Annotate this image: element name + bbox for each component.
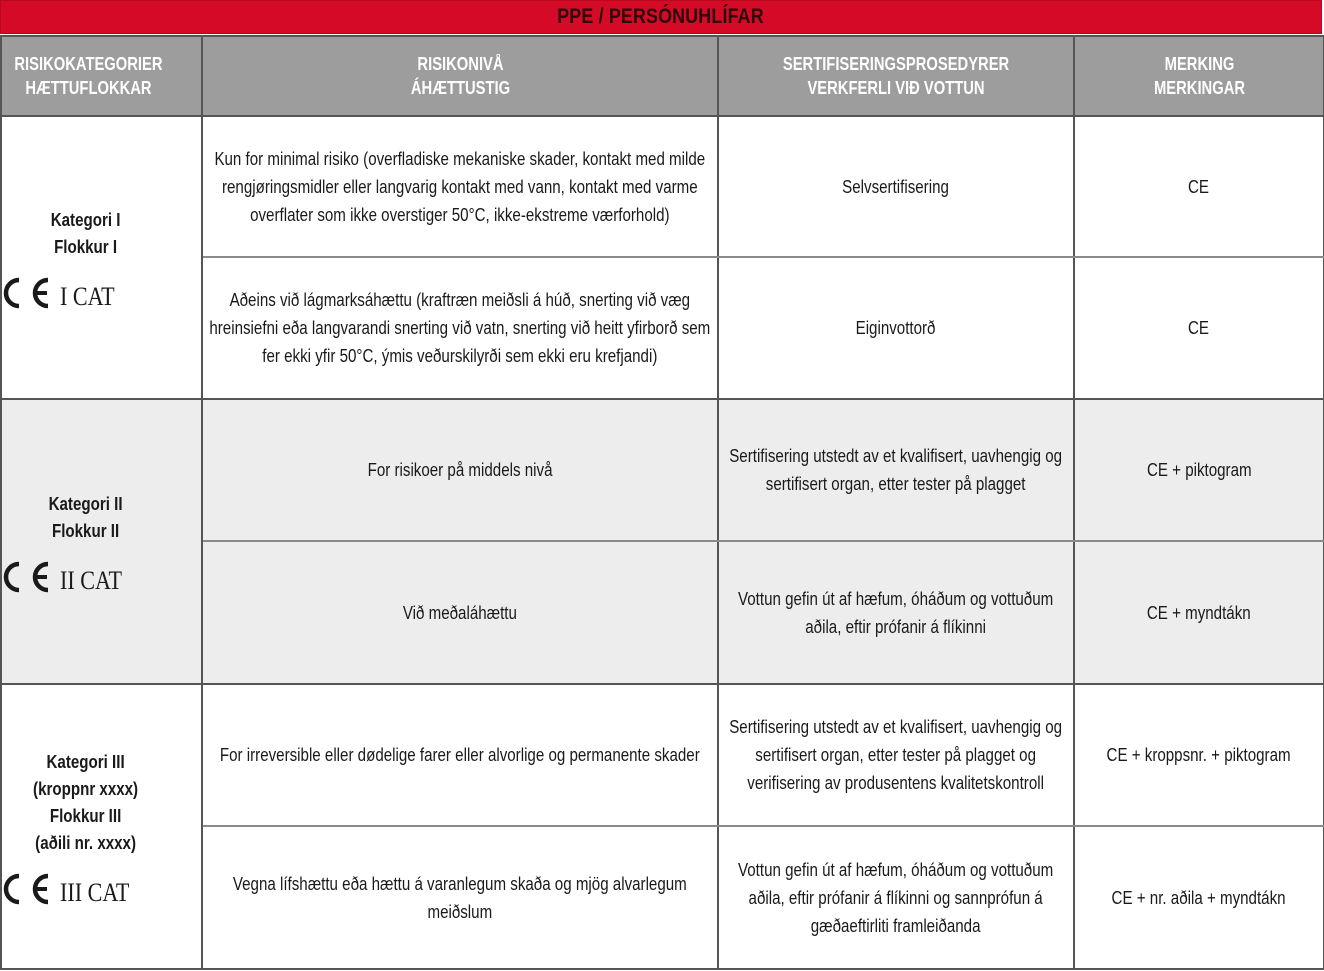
category-cell-1 (1, 116, 202, 399)
risk-level-cell (202, 399, 718, 541)
header-risk-category (1, 36, 202, 116)
procedure-text: Sertifisering utstedt av et kvalifisert, uavhengig og sertifisert organ, etter tester på plagget og verifisering av produsentens kvalitetskontroll (729, 717, 1063, 793)
marking-text: CE + piktogram (1146, 460, 1252, 480)
table-row (1, 116, 1324, 257)
category-label: Flokkur II (51, 520, 120, 541)
header-certification-procedure (718, 36, 1074, 116)
header-marking (1074, 36, 1324, 116)
risk-text: Vegna lífshættu eða hættu á varanlegum skaða og mjög alvarlegum meiðslum (233, 873, 687, 922)
risk-level-cell (202, 541, 718, 684)
procedure-cell (718, 826, 1074, 969)
procedure-cell (718, 684, 1074, 826)
header-line: HÆTTUFLOKKAR (24, 78, 152, 98)
category-label: Kategori I (50, 209, 121, 230)
ce-mark (2, 269, 201, 309)
marking-text: CE + kroppsnr. + piktogram (1106, 745, 1292, 765)
category-cell-2 (1, 399, 202, 684)
procedure-cell (718, 541, 1074, 684)
procedure-text: Selvsertifisering (842, 176, 950, 197)
marking-cell (1074, 541, 1324, 684)
cat-label: I CAT (60, 281, 115, 311)
category-label: (kroppnr xxxx) (33, 778, 139, 799)
risk-text: Aðeins við lágmarksáhættu (kraftræn meiðsli á húð, snerting við væg hreinsiefni eða langvarandi snerting við vatn, snerting við heitt yfirborð sem fer ekki yfir 50°C, ýmis veðurskilyrði sem ekki eru krefjandi) (209, 290, 711, 366)
risk-text: Kun for minimal risiko (overfladiske mekaniske skader, kontakt med milde rengjøringsmidler eller langvarig kontakt med vann, kontakt med varme overflater som ikke overstiger 50°C, ikke-ekstreme værforhold) (214, 148, 706, 225)
category-label: Kategori II (48, 493, 123, 514)
ce-mark-icon (2, 561, 54, 593)
header-row (1, 36, 1324, 116)
ce-mark (2, 865, 201, 905)
procedure-text: Sertifisering utstedt av et kvalifisert, uavhengig og sertifisert organ, etter tester på plagget (729, 446, 1063, 494)
marking-cell (1074, 257, 1324, 399)
procedure-cell (718, 116, 1074, 257)
marking-text: CE (1188, 318, 1210, 338)
marking-text: CE + myndtákn (1147, 602, 1251, 623)
header-line: ÁHÆTTUSTIG (410, 78, 510, 98)
risk-text: For risikoer på middels nivå (367, 460, 553, 480)
category-label: Flokkur I (54, 236, 118, 257)
marking-text: CE + nr. aðila + myndtákn (1112, 887, 1286, 908)
risk-level-cell (202, 257, 718, 399)
cat-label: III CAT (60, 877, 130, 907)
marking-cell (1074, 399, 1324, 541)
table-row (1, 684, 1324, 826)
header-line: RISIKONIVÅ (416, 54, 504, 74)
risk-text: Við meðaláhættu (402, 602, 518, 623)
header-line: VERKFERLI VIÐ VOTTUN (807, 78, 985, 98)
procedure-text: Vottun gefin út af hæfum, óháðum og vottuðum aðila, eftir prófanir á flíkinni og sannprófun á gæðaeftirliti framleiðanda (738, 859, 1054, 936)
category-label: Flokkur III (49, 805, 122, 826)
category-cell-3 (1, 684, 202, 969)
risk-level-cell (202, 684, 718, 826)
risk-level-cell (202, 116, 718, 257)
ppe-category-table (0, 35, 1324, 970)
table-row (1, 399, 1324, 541)
marking-cell (1074, 826, 1324, 969)
risk-level-cell (202, 826, 718, 969)
procedure-cell (718, 257, 1074, 399)
category-label: Kategori III (46, 751, 125, 772)
ce-mark-icon (2, 277, 54, 309)
header-line: SERTIFISERINGSPROSEDYRER (782, 54, 1010, 74)
header-line: RISIKOKATEGORIER (14, 54, 163, 74)
risk-text: For irreversible eller dødelige farer eller alvorlige og permanente skader (220, 745, 700, 765)
procedure-text: Vottun gefin út af hæfum, óháðum og vottuðum aðila, eftir prófanir á flíkinni (738, 588, 1054, 637)
procedure-text: Eiginvottorð (856, 318, 936, 338)
ce-mark-icon (2, 873, 54, 905)
marking-text: CE (1188, 176, 1210, 197)
title-bar (0, 0, 1322, 34)
marking-cell (1074, 684, 1324, 826)
ce-mark (2, 553, 201, 593)
category-label: (aðili nr. xxxx) (35, 832, 137, 853)
cat-label: II CAT (60, 565, 122, 595)
header-line: MERKING (1164, 54, 1234, 74)
marking-cell (1074, 116, 1324, 257)
header-line: MERKINGAR (1153, 78, 1245, 98)
header-risk-level (202, 36, 718, 116)
page-title: PPE / PERSÓNUHLÍFAR (557, 5, 765, 28)
procedure-cell (718, 399, 1074, 541)
